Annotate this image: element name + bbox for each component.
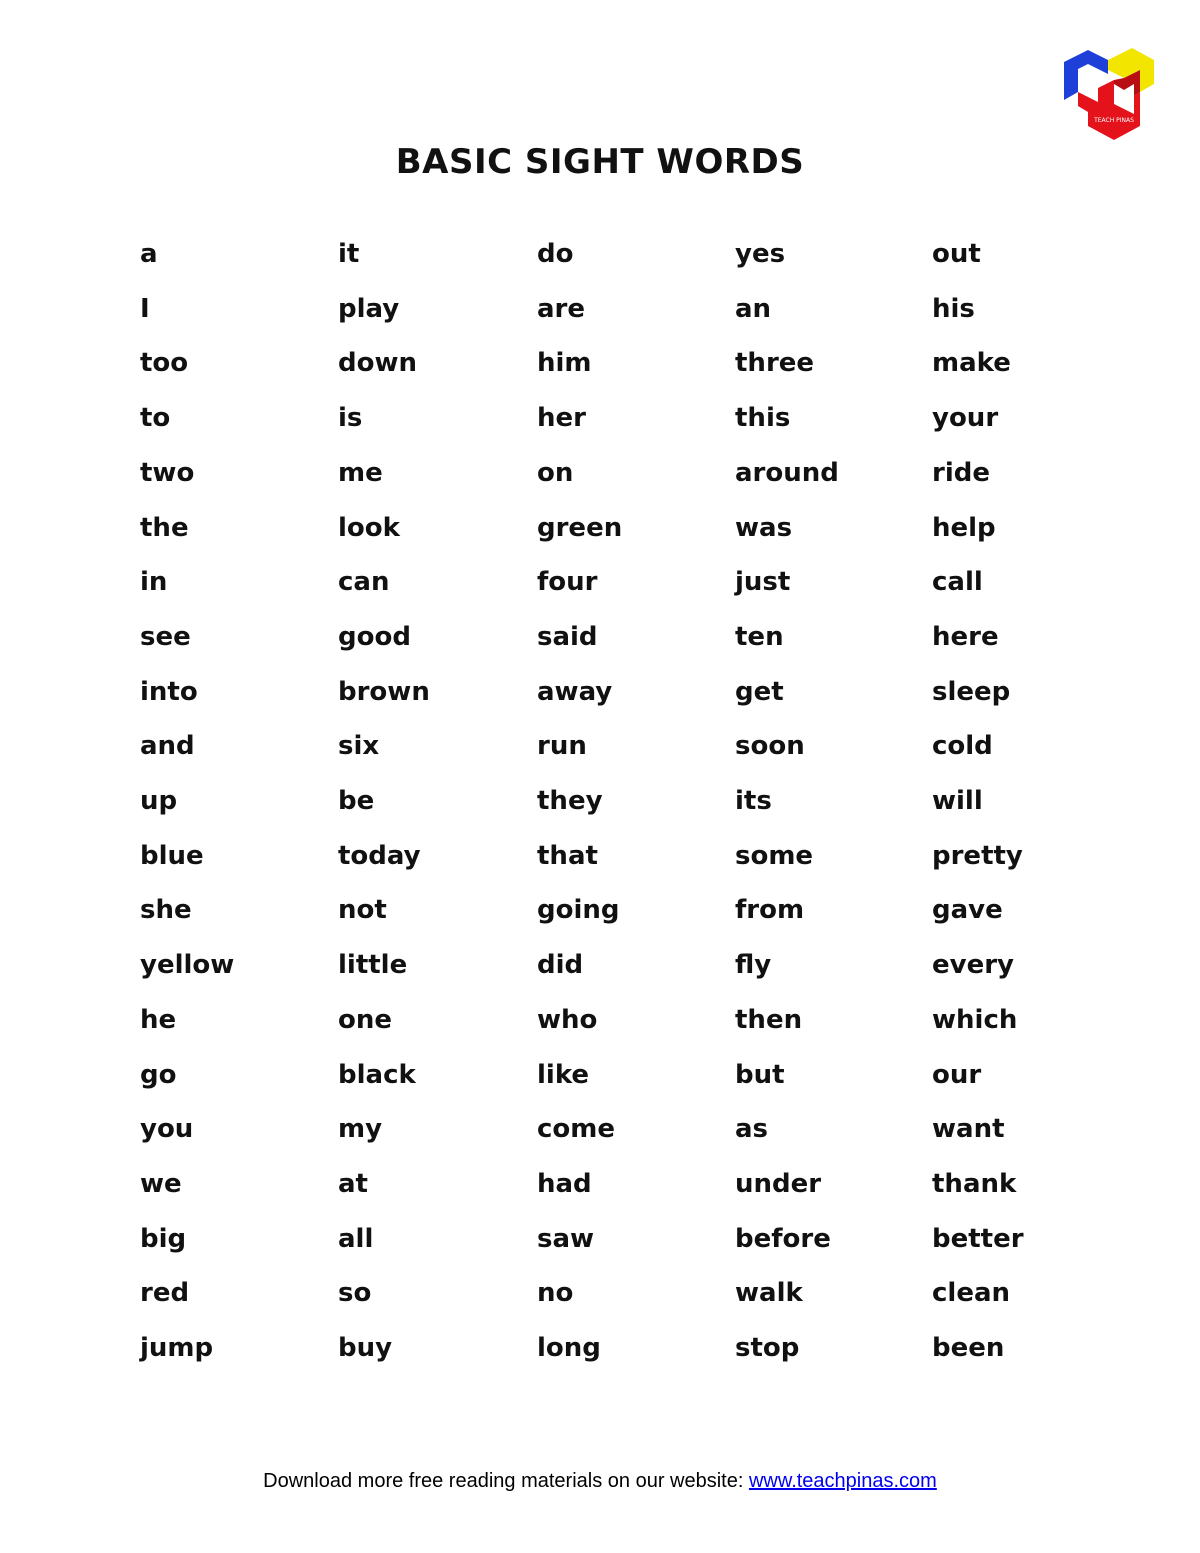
sight-word: just (735, 567, 791, 597)
sight-word: an (735, 294, 772, 324)
sight-word: out (932, 239, 981, 269)
sight-word: can (338, 567, 390, 597)
sight-word: clean (932, 1278, 1011, 1308)
sight-word: but (735, 1060, 785, 1090)
sight-word: into (140, 677, 198, 707)
sight-word: too (140, 348, 189, 378)
sight-word: and (140, 731, 195, 761)
sight-word: him (537, 348, 592, 378)
sight-word: today (338, 841, 421, 871)
sight-word: stop (735, 1333, 800, 1363)
teachpinas-cube-logo-icon (1058, 40, 1158, 140)
sight-word: brown (338, 677, 430, 707)
sight-word: four (537, 567, 598, 597)
footer-note (0, 1470, 1200, 1493)
sight-word: go (140, 1060, 177, 1090)
sight-word: at (338, 1169, 368, 1199)
logo-caption: TEACH PINAS (1094, 117, 1134, 124)
sight-word: yellow (140, 950, 235, 980)
sight-word: soon (735, 731, 805, 761)
sight-word: ten (735, 622, 784, 652)
sight-word: get (735, 677, 784, 707)
sight-word: no (537, 1278, 574, 1308)
sight-word: her (537, 403, 586, 433)
sight-word: long (537, 1333, 601, 1363)
sight-word: every (932, 950, 1014, 980)
sight-word: buy (338, 1333, 393, 1363)
sight-word: as (735, 1114, 769, 1144)
sight-word: gave (932, 895, 1003, 925)
sight-word: under (735, 1169, 822, 1199)
sight-word: the (140, 513, 189, 543)
sight-word: green (537, 513, 623, 543)
page-title: BASIC SIGHT WORDS (395, 142, 805, 182)
sight-word: ride (932, 458, 990, 488)
sight-word: your (932, 403, 999, 433)
sight-word: this (735, 403, 791, 433)
sight-word: saw (537, 1224, 595, 1254)
sight-word: black (338, 1060, 416, 1090)
sight-word: on (537, 458, 574, 488)
sight-word: before (735, 1224, 831, 1254)
sight-word: call (932, 567, 983, 597)
sight-word: be (338, 786, 375, 816)
sight-word: two (140, 458, 195, 488)
sight-word: away (537, 677, 613, 707)
sight-word: sleep (932, 677, 1011, 707)
sight-word: like (537, 1060, 590, 1090)
sight-word: some (735, 841, 814, 871)
sight-word: will (932, 786, 983, 816)
sight-word: she (140, 895, 192, 925)
sight-word: we (140, 1169, 182, 1199)
sight-word: big (140, 1224, 187, 1254)
sight-word: thank (932, 1169, 1017, 1199)
sight-word: fly (735, 950, 772, 980)
sight-word: did (537, 950, 584, 980)
sight-word: come (537, 1114, 615, 1144)
sight-word: jump (140, 1333, 214, 1363)
sight-word: going (537, 895, 620, 925)
sight-word: yes (735, 239, 786, 269)
sight-word: red (140, 1278, 190, 1308)
sight-word: cold (932, 731, 993, 761)
sight-word: me (338, 458, 383, 488)
sight-word: my (338, 1114, 383, 1144)
sight-word: play (338, 294, 400, 324)
sight-word: to (140, 403, 171, 433)
sight-word: help (932, 513, 996, 543)
sight-word: do (537, 239, 574, 269)
sight-word: you (140, 1114, 194, 1144)
sight-word: I (140, 294, 150, 324)
sight-word: not (338, 895, 387, 925)
sight-word: all (338, 1224, 374, 1254)
sight-word: want (932, 1114, 1005, 1144)
sight-word: is (338, 403, 363, 433)
sight-word: run (537, 731, 587, 761)
sight-word: here (932, 622, 999, 652)
sight-word: who (537, 1005, 598, 1035)
sight-word: pretty (932, 841, 1023, 871)
sight-word: then (735, 1005, 803, 1035)
sight-word: six (338, 731, 380, 761)
sight-word: it (338, 239, 360, 269)
sight-word: see (140, 622, 191, 652)
website-link[interactable]: www.teachpinas.com (748, 1470, 937, 1492)
sight-word: said (537, 622, 598, 652)
sight-word: around (735, 458, 839, 488)
sight-word: he (140, 1005, 177, 1035)
sight-word: down (338, 348, 418, 378)
sight-word: good (338, 622, 411, 652)
sight-word: our (932, 1060, 982, 1090)
sight-word: are (537, 294, 586, 324)
sight-word: make (932, 348, 1011, 378)
sight-word: so (338, 1278, 372, 1308)
sight-word: better (932, 1224, 1024, 1254)
sight-word: look (338, 513, 400, 543)
sight-word: up (140, 786, 178, 816)
sight-word: a (140, 239, 158, 269)
footer-text: Download more free reading materials on our website: (263, 1470, 749, 1492)
sight-word: little (338, 950, 408, 980)
sight-word: its (735, 786, 772, 816)
sight-word: been (932, 1333, 1005, 1363)
sight-word: his (932, 294, 975, 324)
sight-word: was (735, 513, 793, 543)
sight-word: had (537, 1169, 592, 1199)
sight-word: from (735, 895, 805, 925)
sight-word: which (932, 1005, 1018, 1035)
sight-word: blue (140, 841, 204, 871)
sight-word: three (735, 348, 815, 378)
sight-word: that (537, 841, 598, 871)
sight-word: walk (735, 1278, 803, 1308)
sight-word: one (338, 1005, 393, 1035)
sight-word: in (140, 567, 168, 597)
sight-word: they (537, 786, 603, 816)
